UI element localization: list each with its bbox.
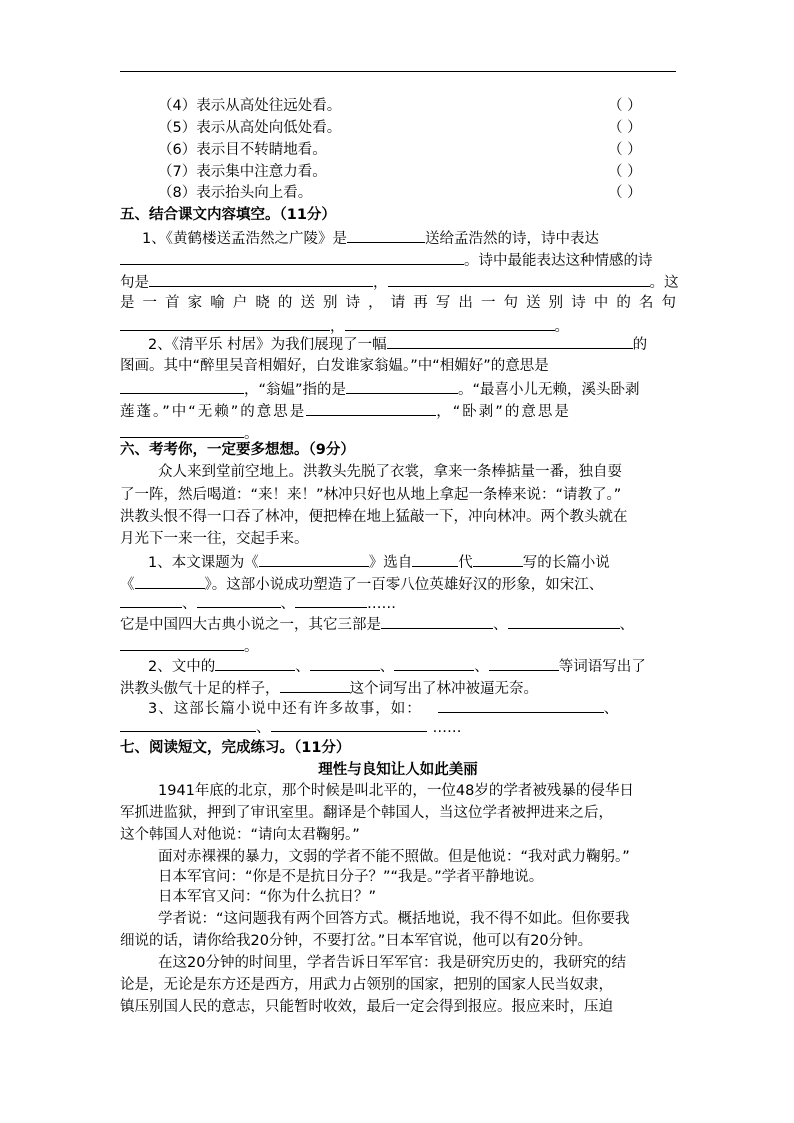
passage-line: 众人来到堂前空地上。洪教头先脱了衣裳，拿来一条棒掂量一番，独自耍 [158, 464, 622, 480]
passage-line: 月光下一来一往，交起手来。 [120, 531, 309, 547]
s5-q2-line4: 莲蓬。”中“无赖”的意思是 ，“卧剥”的意思是 [120, 400, 676, 422]
blank-line[interactable] [306, 400, 436, 416]
passage-line: 在这20分钟的时间里，学者告诉日军军官：我是研究历史的，我研究的结 [158, 955, 626, 971]
blank-line[interactable] [259, 551, 369, 567]
blank-line[interactable] [310, 655, 380, 671]
s5-q1-line4: 是一首家喻户晓的送别诗，请再写出一句送别诗中的名句 [120, 295, 676, 311]
s5-q1-line3: 句是 ， 。这 [120, 271, 676, 293]
s6-q1-line1: 1、本文课题为《 》选自 代 写的长篇小说 [120, 551, 676, 573]
passage-line: 镇压别国人民的意志，只能暂时收效，最后一定会得到报应。报应来时，压迫 [120, 999, 613, 1015]
option-item [120, 183, 676, 203]
blank-line[interactable] [438, 697, 604, 713]
option-item [120, 118, 676, 138]
s5-q1-line5: ， 。 [120, 315, 676, 337]
blank-line[interactable] [412, 551, 458, 567]
passage-line: 了一阵，然后喝道：“来！来！”林冲只好也从地上拿起一条棒来说：“请教了。” [120, 487, 622, 503]
blank-line[interactable] [120, 635, 244, 651]
s6-q3-line1: 3、这部长篇小说中还有许多故事，如： 、 [120, 697, 676, 719]
answer-parentheses: （ ） [608, 185, 642, 201]
answer-parentheses: （ ） [608, 164, 642, 180]
s6-q1-line2: 《 》。这部小说成功塑造了一百零八位英雄好汉的形象，如宋江、 [120, 573, 676, 595]
blank-line[interactable] [197, 592, 281, 608]
passage-title: 理性与良知让人如此美丽 [318, 762, 478, 778]
blank-line[interactable] [280, 677, 350, 693]
s5-q1-line1: 1、《黄鹤楼送孟浩然之广陵》是 送给孟浩然的诗，诗中表达 [120, 227, 676, 249]
blank-line[interactable] [120, 422, 244, 438]
blank-line[interactable] [120, 378, 244, 394]
option-item [120, 96, 676, 116]
option-item [120, 140, 676, 160]
passage-line: 细说的话，请你给我20分钟，不要打岔。”日本军官说，他可以有20分钟。 [120, 933, 593, 949]
option-text: （4）表示从高处往远处看。 [158, 98, 342, 114]
blank-line[interactable] [388, 271, 650, 287]
s6-q2-line2: 洪教头傲气十足的样子， 这个词写出了林冲被逼无奈。 [120, 677, 676, 699]
blank-line[interactable] [295, 592, 367, 608]
s5-q2-line2: 图画。其中“醉里吴音相媚好，白发谁家翁媪。”中“相媚好”的意思是 [120, 358, 549, 374]
section-5-heading: 五、结合课文内容填空。（11分） [120, 207, 336, 223]
blank-line[interactable] [120, 249, 464, 265]
passage-line: 军抓进监狱，押到了审讯室里。翻译是个韩国人，当这位学者被押进来之后， [120, 805, 613, 821]
blank-line[interactable] [394, 655, 474, 671]
blank-line[interactable] [345, 315, 555, 331]
blank-line[interactable] [215, 655, 295, 671]
passage-line: 这个韩国人对他说：“请向太君鞠躬。” [120, 827, 360, 843]
blank-line[interactable] [271, 716, 427, 732]
passage-line: 1941年底的北京，那个时候是叫北平的，一位48岁的学者被残暴的侵华日 [158, 783, 634, 799]
blank-line[interactable] [135, 573, 205, 589]
s6-q2-line1: 2、文中的 、 、 、 等词语写出了 [120, 655, 676, 677]
passage-line: 论是，无论是东方还是西方，用武力占领别的国家，把别的国家人民当奴隶， [120, 977, 613, 993]
option-item [120, 162, 676, 182]
option-text: （6）表示目不转睛地看。 [158, 142, 327, 158]
answer-parentheses: （ ） [608, 120, 642, 136]
passage-line: 学者说：“这问题我有两个回答方式。概括地说，我不得不如此。但你要我 [158, 911, 630, 927]
s5-q2-line5: 。 [120, 422, 676, 444]
blank-line[interactable] [120, 716, 256, 732]
s6-q1-line5: 。 [120, 635, 676, 657]
passage-line: 日本军官问：“你是不是抗日分子？”“我是。”学者平静地说。 [158, 869, 544, 885]
header-rule [120, 71, 676, 72]
s5-q2-line3: ，“翁媪”指的是 。“最喜小儿无赖，溪头卧剥 [120, 378, 676, 400]
option-text: （5）表示从高处向低处看。 [158, 120, 342, 136]
blank-line[interactable] [120, 315, 330, 331]
blank-line[interactable] [473, 551, 523, 567]
section-7-heading: 七、阅读短文，完成练习。（11分） [120, 740, 351, 756]
blank-line[interactable] [346, 378, 458, 394]
s5-q1-line2: 。诗中最能表达这种情感的诗 [120, 249, 676, 271]
s6-q3-line2: 、 …… [120, 716, 676, 738]
s6-q1-line3: 、 、 …… [120, 592, 676, 614]
blank-line[interactable] [120, 592, 182, 608]
blank-line[interactable] [149, 271, 373, 287]
blank-line[interactable] [387, 333, 633, 349]
answer-parentheses: （ ） [608, 142, 642, 158]
passage-line: 洪教头恨不得一口吞了林冲，便把棒在地上猛敲一下，冲向林冲。两个教头就在 [120, 509, 628, 525]
s6-q1-line4: 它是中国四大古典小说之一，其它三部是 、 、 [120, 613, 676, 635]
blank-line[interactable] [381, 613, 493, 629]
blank-line[interactable] [489, 655, 559, 671]
option-text: （7）表示集中注意力看。 [158, 164, 327, 180]
section-6-heading: 六、考考你，一定要多想想。（9分） [120, 442, 355, 458]
s5-q2-line1: 2、《清平乐 村居》为我们展现了一幅 的 [120, 333, 676, 355]
option-text: （8）表示抬头向上看。 [158, 185, 313, 201]
passage-line: 日本军官又问：“你为什么抗日？” [158, 889, 377, 905]
blank-line[interactable] [347, 227, 425, 243]
answer-parentheses: （ ） [608, 98, 642, 114]
passage-line: 面对赤裸裸的暴力，文弱的学者不能不照做。但是他说：“我对武力鞠躬。” [158, 849, 630, 865]
blank-line[interactable] [508, 613, 620, 629]
